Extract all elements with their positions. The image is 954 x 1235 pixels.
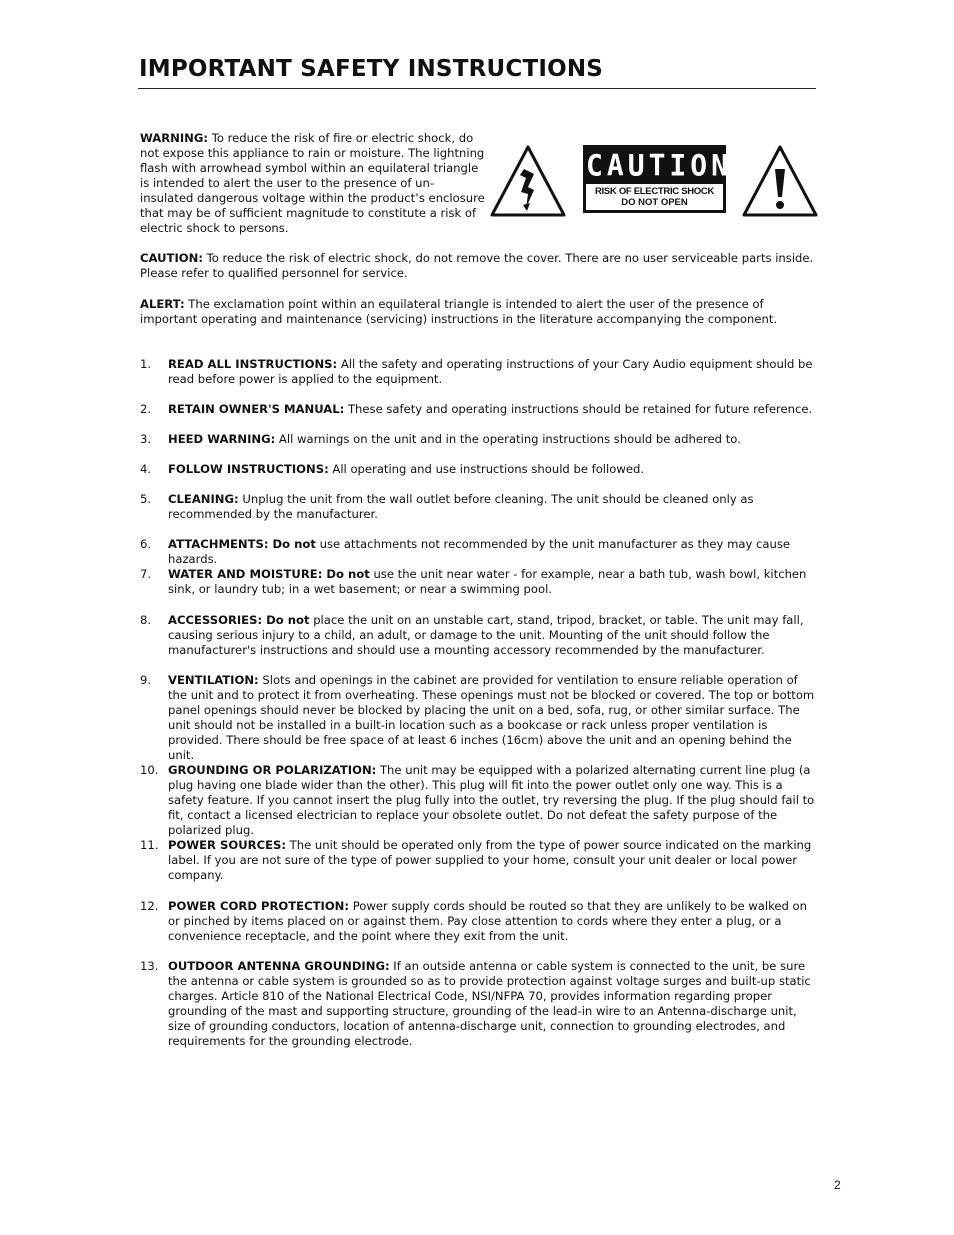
- item-label: READ ALL INSTRUCTIONS:: [168, 357, 338, 371]
- item-number: 11.: [140, 838, 159, 852]
- item-number: 1.: [140, 357, 152, 371]
- instruction-item: [140, 492, 816, 522]
- item-number: 10.: [140, 763, 159, 777]
- instruction-item: [140, 462, 816, 477]
- exclamation-triangle-icon: [742, 145, 818, 217]
- instruction-item: [140, 402, 816, 417]
- item-number: 5.: [140, 492, 152, 506]
- caution-paragraph: [140, 251, 816, 281]
- page-number: 2: [834, 1178, 841, 1192]
- item-number: 3.: [140, 432, 152, 446]
- page-title: IMPORTANT SAFETY INSTRUCTIONS: [139, 56, 604, 82]
- item-text: The unit should be operated only from the type of power source indicated on the marking label. If you are not sure of the type of power supplied to your home, consult your unit dealer or local power company.: [168, 838, 812, 882]
- warning-paragraph: [140, 131, 485, 236]
- caution-sign-line2: DO NOT OPEN: [621, 197, 688, 208]
- instruction-item: [140, 838, 816, 883]
- instruction-item: [140, 763, 816, 838]
- item-number: 13.: [140, 959, 159, 973]
- item-text: Unplug the unit from the wall outlet before cleaning. The unit should be cleaned only as recommended by the manufacturer.: [168, 492, 754, 521]
- caution-label: CAUTION:: [140, 251, 203, 265]
- item-label: GROUNDING OR POLARIZATION:: [168, 763, 377, 777]
- item-label: ATTACHMENTS: Do not: [168, 537, 316, 551]
- alert-label: ALERT:: [140, 297, 185, 311]
- item-label: ACCESSORIES: Do not: [168, 613, 310, 627]
- item-label: POWER CORD PROTECTION:: [168, 899, 350, 913]
- item-text: These safety and operating instructions should be retained for future reference.: [344, 402, 813, 416]
- warning-label: WARNING:: [140, 131, 209, 145]
- item-label: FOLLOW INSTRUCTIONS:: [168, 462, 329, 476]
- item-text: use the unit near water - for example, near a bath tub, wash bowl, kitchen sink, or laundry tub; in a wet basement; or near a swimming pool.: [168, 567, 807, 596]
- item-label: HEED WARNING:: [168, 432, 276, 446]
- item-label: WATER AND MOISTURE: Do not: [168, 567, 370, 581]
- item-number: 7.: [140, 567, 152, 581]
- item-label: RETAIN OWNER'S MANUAL:: [168, 402, 345, 416]
- lightning-triangle-icon: [490, 145, 566, 217]
- item-number: 12.: [140, 899, 159, 913]
- item-text: Power supply cords should be routed so that they are unlikely to be walked on or pinched by items placed on or against them. Pay close attention to cords where they enter a plug, or a convenience receptacle, and the point where they exit from the unit.: [168, 899, 808, 943]
- item-text: use attachments not recommended by the unit manufacturer as they may cause hazards.: [168, 537, 791, 566]
- item-number: 8.: [140, 613, 152, 627]
- title-underline: [138, 88, 816, 89]
- item-text: All the safety and operating instructions of your Cary Audio equipment should be read before power is applied to the equipment.: [168, 357, 813, 386]
- item-number: 6.: [140, 537, 152, 551]
- item-text: All warnings on the unit and in the operating instructions should be adhered to.: [275, 432, 741, 446]
- item-text: The unit may be equipped with a polarized alternating current line plug (a plug having one blade wider than the other). This plug will fit into the power outlet only one way. This is a safety feature. If you cannot insert the plug fully into the outlet, try reversing the plug. If the plug should fail to fit, contact a licensed electrician to replace your obsolete outlet. Do not defeat the safety purpose of the polarized plug.: [168, 763, 815, 837]
- item-text: If an outside antenna or cable system is connected to the unit, be sure the antenna or cable system is grounded so as to provide protection against voltage surges and built-up static charges. Article 810 of the National Electrical Code, NSI/NFPA 70, provides information regarding proper grounding of the mast and supporting structure, grounding of the lead-in wire to an Antenna-discharge unit, size of grounding conductors, location of antenna-discharge unit, connection to grounding electrodes, and requirements for the grounding electrode.: [168, 959, 811, 1048]
- caution-text: To reduce the risk of electric shock, do not remove the cover. There are no user serviceable parts inside. Please refer to qualified personnel for service.: [140, 251, 814, 280]
- instruction-item: [140, 959, 816, 1049]
- item-label: OUTDOOR ANTENNA GROUNDING:: [168, 959, 390, 973]
- item-text: Slots and openings in the cabinet are provided for ventilation to ensure reliable operation of the unit and to protect it from overheating. These openings must not be blocked or covered. The top or bottom panel openings should never be blocked by placing the unit on a bed, sofa, rug, or other similar surface. The unit should not be installed in a built-in location such as a bookcase or rack unless proper ventilation is provided. There should be free space of at least 6 inches (16cm) above the unit and an opening behind the unit.: [168, 673, 815, 762]
- instruction-item: [140, 899, 816, 944]
- item-label: POWER SOURCES:: [168, 838, 286, 852]
- safety-symbols: [490, 145, 818, 217]
- item-number: 2.: [140, 402, 152, 416]
- caution-sign-panel: [586, 184, 723, 210]
- instruction-item: [140, 432, 816, 447]
- instruction-item: [140, 613, 816, 658]
- alert-text: The exclamation point within an equilateral triangle is intended to alert the user of the presence of important operating and maintenance (servicing) instructions in the literature accompanying the component.: [140, 297, 778, 326]
- caution-sign: [583, 145, 733, 213]
- item-label: VENTILATION:: [168, 673, 259, 687]
- instruction-item: [140, 567, 816, 597]
- instruction-item: [140, 673, 816, 763]
- instruction-item: [140, 357, 816, 387]
- item-number: 9.: [140, 673, 152, 687]
- item-label: CLEANING:: [168, 492, 239, 506]
- item-text: All operating and use instructions should be followed.: [328, 462, 645, 476]
- caution-sign-line1: RISK OF ELECTRIC SHOCK: [594, 186, 714, 197]
- warning-text: To reduce the risk of fire or electric shock, do not expose this appliance to rain or moisture. The lightning flash with arrowhead symbol within an equilateral triangle is intended to alert the user to the presence of un-insulated dangerous voltage within the product’s enclosure that may be of sufficient magnitude to constitute a risk of electric shock to persons.: [140, 131, 485, 235]
- instruction-item: [140, 537, 816, 567]
- item-text: place the unit on an unstable cart, stand, tripod, bracket, or table. The unit may fall, causing serious injury to a child, an adult, or damage to the unit. Mounting of the unit should follow the manufacturer's instructions and should use a mounting accessory recommended by the manufacturer.: [168, 613, 804, 657]
- caution-sign-heading: CAUTION: [586, 148, 733, 183]
- item-number: 4.: [140, 462, 152, 476]
- alert-paragraph: [140, 297, 816, 327]
